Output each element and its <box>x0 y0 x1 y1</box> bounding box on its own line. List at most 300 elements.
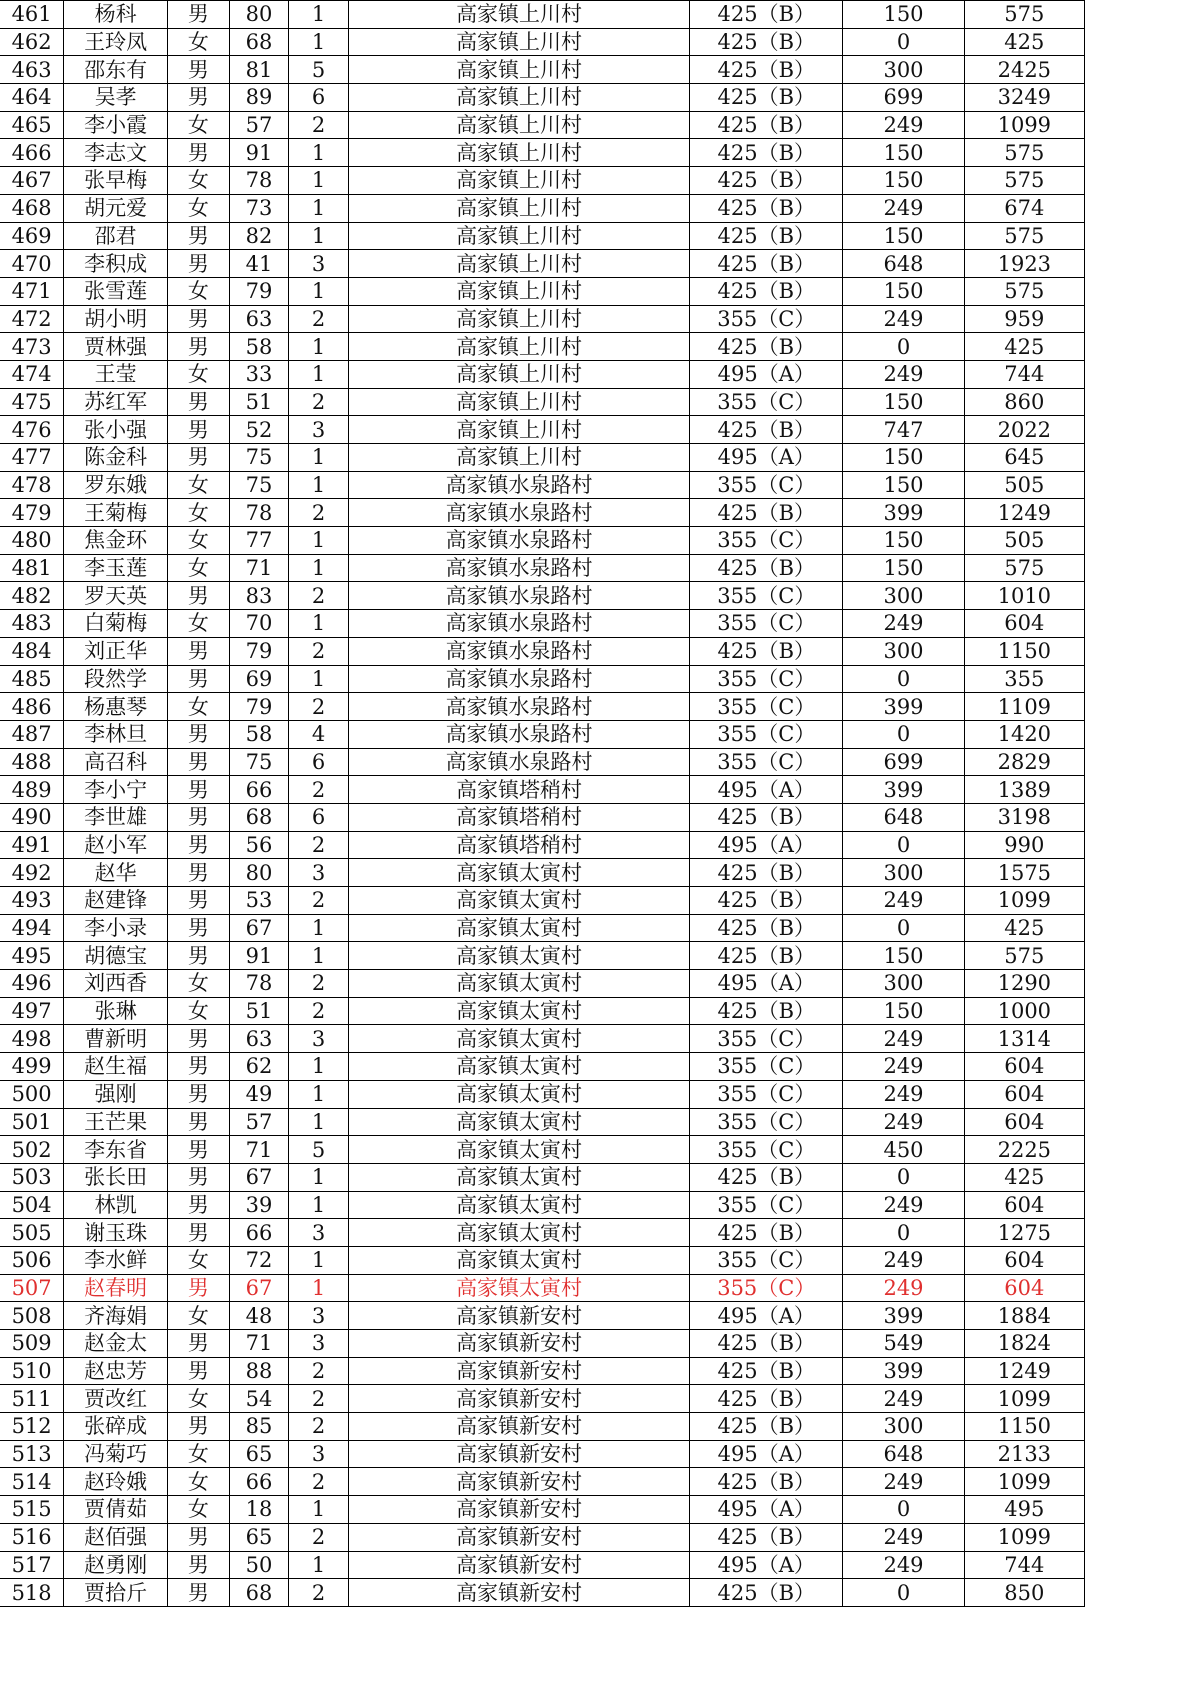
cell-total: 1389 <box>964 776 1084 804</box>
cell-age: 51 <box>229 388 289 416</box>
cell-name: 胡德宝 <box>64 942 168 970</box>
cell-total: 1314 <box>964 1025 1084 1053</box>
cell-age: 41 <box>229 250 289 278</box>
cell-total: 2225 <box>964 1136 1084 1164</box>
cell-row-number: 506 <box>0 1246 64 1274</box>
cell-village: 高家镇新安村 <box>348 1302 689 1330</box>
cell-age: 78 <box>229 499 289 527</box>
cell-age: 39 <box>229 1191 289 1219</box>
cell-age: 79 <box>229 637 289 665</box>
table-row <box>0 831 1085 859</box>
cell-gender: 男 <box>168 1136 230 1164</box>
cell-total: 604 <box>964 1053 1084 1081</box>
cell-village: 高家镇水泉路村 <box>348 471 689 499</box>
cell-total: 1099 <box>964 887 1084 915</box>
cell-village: 高家镇新安村 <box>348 1357 689 1385</box>
cell-subsidy: 399 <box>843 776 964 804</box>
cell-standard: 425（B） <box>690 250 843 278</box>
cell-standard: 425（B） <box>690 1385 843 1413</box>
cell-gender: 男 <box>168 1219 230 1247</box>
cell-age: 67 <box>229 1163 289 1191</box>
table-row <box>0 1080 1085 1108</box>
cell-age: 57 <box>229 1108 289 1136</box>
cell-total: 1249 <box>964 1357 1084 1385</box>
cell-household-size: 2 <box>289 637 349 665</box>
cell-village: 高家镇太寅村 <box>348 859 689 887</box>
cell-name: 王玲凤 <box>64 28 168 56</box>
cell-row-number: 511 <box>0 1385 64 1413</box>
cell-gender: 女 <box>168 1385 230 1413</box>
cell-subsidy: 150 <box>843 942 964 970</box>
table-row <box>0 1579 1085 1607</box>
cell-name: 杨惠琴 <box>64 693 168 721</box>
cell-row-number: 512 <box>0 1413 64 1441</box>
cell-gender: 女 <box>168 997 230 1025</box>
cell-name: 张小强 <box>64 416 168 444</box>
table-row <box>0 1413 1085 1441</box>
table-row <box>0 803 1085 831</box>
cell-row-number: 485 <box>0 665 64 693</box>
cell-gender: 女 <box>168 693 230 721</box>
cell-subsidy: 399 <box>843 499 964 527</box>
cell-age: 33 <box>229 360 289 388</box>
cell-age: 70 <box>229 610 289 638</box>
cell-age: 51 <box>229 997 289 1025</box>
cell-total: 425 <box>964 1163 1084 1191</box>
cell-name: 赵建锋 <box>64 887 168 915</box>
cell-standard: 425（B） <box>690 637 843 665</box>
table-row <box>0 84 1085 112</box>
cell-name: 张早梅 <box>64 167 168 195</box>
table-row <box>0 1136 1085 1164</box>
cell-subsidy: 0 <box>843 665 964 693</box>
table-row <box>0 1330 1085 1358</box>
table-row <box>0 277 1085 305</box>
cell-age: 73 <box>229 194 289 222</box>
cell-row-number: 462 <box>0 28 64 56</box>
cell-household-size: 3 <box>289 250 349 278</box>
cell-household-size: 1 <box>289 1108 349 1136</box>
cell-subsidy: 0 <box>843 720 964 748</box>
table-row <box>0 1 1085 29</box>
cell-gender: 男 <box>168 1025 230 1053</box>
cell-row-number: 471 <box>0 277 64 305</box>
table-row <box>0 942 1085 970</box>
cell-age: 58 <box>229 720 289 748</box>
cell-gender: 女 <box>168 970 230 998</box>
cell-age: 65 <box>229 1523 289 1551</box>
cell-row-number: 465 <box>0 111 64 139</box>
cell-age: 66 <box>229 776 289 804</box>
cell-name: 李东省 <box>64 1136 168 1164</box>
cell-gender: 男 <box>168 720 230 748</box>
cell-standard: 495（A） <box>690 776 843 804</box>
cell-row-number: 488 <box>0 748 64 776</box>
table-row <box>0 776 1085 804</box>
cell-gender: 女 <box>168 499 230 527</box>
cell-name: 胡小明 <box>64 305 168 333</box>
cell-household-size: 3 <box>289 1025 349 1053</box>
table-row <box>0 471 1085 499</box>
cell-age: 68 <box>229 28 289 56</box>
cell-household-size: 2 <box>289 970 349 998</box>
cell-row-number: 498 <box>0 1025 64 1053</box>
cell-village: 高家镇太寅村 <box>348 942 689 970</box>
cell-total: 990 <box>964 831 1084 859</box>
cell-total: 1000 <box>964 997 1084 1025</box>
cell-village: 高家镇上川村 <box>348 305 689 333</box>
cell-name: 王芒果 <box>64 1108 168 1136</box>
cell-subsidy: 150 <box>843 277 964 305</box>
cell-gender: 男 <box>168 776 230 804</box>
cell-row-number: 489 <box>0 776 64 804</box>
cell-row-number: 503 <box>0 1163 64 1191</box>
cell-household-size: 1 <box>289 610 349 638</box>
table-row <box>0 997 1085 1025</box>
cell-row-number: 472 <box>0 305 64 333</box>
cell-standard: 355（C） <box>690 693 843 721</box>
cell-standard: 355（C） <box>690 748 843 776</box>
cell-standard: 495（A） <box>690 1551 843 1579</box>
cell-gender: 男 <box>168 1 230 29</box>
cell-name: 苏红军 <box>64 388 168 416</box>
cell-row-number: 493 <box>0 887 64 915</box>
cell-row-number: 518 <box>0 1579 64 1607</box>
cell-standard: 425（B） <box>690 194 843 222</box>
cell-row-number: 514 <box>0 1468 64 1496</box>
cell-standard: 355（C） <box>690 1246 843 1274</box>
cell-row-number: 501 <box>0 1108 64 1136</box>
cell-age: 57 <box>229 111 289 139</box>
cell-standard: 425（B） <box>690 277 843 305</box>
cell-name: 赵小军 <box>64 831 168 859</box>
cell-row-number: 466 <box>0 139 64 167</box>
cell-subsidy: 300 <box>843 1413 964 1441</box>
cell-gender: 男 <box>168 388 230 416</box>
cell-total: 1150 <box>964 637 1084 665</box>
cell-name: 王莹 <box>64 360 168 388</box>
cell-standard: 425（B） <box>690 1 843 29</box>
cell-household-size: 3 <box>289 1219 349 1247</box>
cell-household-size: 2 <box>289 388 349 416</box>
cell-gender: 女 <box>168 1246 230 1274</box>
cell-standard: 425（B） <box>690 1357 843 1385</box>
cell-total: 425 <box>964 914 1084 942</box>
cell-village: 高家镇上川村 <box>348 222 689 250</box>
cell-village: 高家镇塔稍村 <box>348 803 689 831</box>
cell-total: 1923 <box>964 250 1084 278</box>
cell-total: 1099 <box>964 111 1084 139</box>
cell-row-number: 478 <box>0 471 64 499</box>
cell-subsidy: 300 <box>843 637 964 665</box>
cell-name: 赵玲娥 <box>64 1468 168 1496</box>
cell-age: 48 <box>229 1302 289 1330</box>
cell-name: 赵华 <box>64 859 168 887</box>
cell-total: 604 <box>964 1108 1084 1136</box>
cell-village: 高家镇水泉路村 <box>348 582 689 610</box>
cell-total: 645 <box>964 444 1084 472</box>
cell-gender: 男 <box>168 1551 230 1579</box>
cell-row-number: 492 <box>0 859 64 887</box>
cell-subsidy: 300 <box>843 582 964 610</box>
cell-household-size: 2 <box>289 693 349 721</box>
cell-gender: 男 <box>168 444 230 472</box>
cell-gender: 女 <box>168 471 230 499</box>
cell-village: 高家镇上川村 <box>348 28 689 56</box>
cell-standard: 355（C） <box>690 720 843 748</box>
cell-subsidy: 300 <box>843 56 964 84</box>
cell-standard: 425（B） <box>690 914 843 942</box>
cell-age: 67 <box>229 1274 289 1302</box>
table-row <box>0 444 1085 472</box>
table-row <box>0 527 1085 555</box>
cell-subsidy: 450 <box>843 1136 964 1164</box>
cell-standard: 355（C） <box>690 665 843 693</box>
table-row <box>0 139 1085 167</box>
cell-gender: 男 <box>168 1080 230 1108</box>
cell-household-size: 6 <box>289 748 349 776</box>
cell-household-size: 1 <box>289 333 349 361</box>
cell-subsidy: 249 <box>843 111 964 139</box>
cell-name: 李林旦 <box>64 720 168 748</box>
cell-household-size: 2 <box>289 1468 349 1496</box>
cell-row-number: 499 <box>0 1053 64 1081</box>
cell-age: 18 <box>229 1496 289 1524</box>
cell-household-size: 2 <box>289 831 349 859</box>
cell-row-number: 490 <box>0 803 64 831</box>
cell-row-number: 500 <box>0 1080 64 1108</box>
cell-subsidy: 399 <box>843 693 964 721</box>
cell-total: 575 <box>964 554 1084 582</box>
cell-standard: 495（A） <box>690 1440 843 1468</box>
cell-village: 高家镇水泉路村 <box>348 693 689 721</box>
cell-age: 81 <box>229 56 289 84</box>
cell-standard: 425（B） <box>690 28 843 56</box>
cell-gender: 男 <box>168 305 230 333</box>
cell-standard: 425（B） <box>690 997 843 1025</box>
cell-row-number: 495 <box>0 942 64 970</box>
cell-name: 李世雄 <box>64 803 168 831</box>
table-row <box>0 305 1085 333</box>
cell-total: 850 <box>964 1579 1084 1607</box>
cell-village: 高家镇太寅村 <box>348 970 689 998</box>
cell-standard: 355（C） <box>690 1274 843 1302</box>
cell-village: 高家镇水泉路村 <box>348 527 689 555</box>
cell-household-size: 2 <box>289 1579 349 1607</box>
cell-subsidy: 150 <box>843 997 964 1025</box>
cell-gender: 男 <box>168 84 230 112</box>
cell-village: 高家镇上川村 <box>348 139 689 167</box>
cell-name: 赵佰强 <box>64 1523 168 1551</box>
table-row <box>0 194 1085 222</box>
cell-total: 575 <box>964 1 1084 29</box>
cell-village: 高家镇上川村 <box>348 167 689 195</box>
cell-household-size: 2 <box>289 1385 349 1413</box>
cell-gender: 女 <box>168 1496 230 1524</box>
cell-row-number: 502 <box>0 1136 64 1164</box>
cell-row-number: 513 <box>0 1440 64 1468</box>
cell-total: 355 <box>964 665 1084 693</box>
cell-gender: 男 <box>168 222 230 250</box>
cell-age: 65 <box>229 1440 289 1468</box>
cell-name: 张碎成 <box>64 1413 168 1441</box>
cell-total: 2425 <box>964 56 1084 84</box>
table-row <box>0 610 1085 638</box>
cell-gender: 男 <box>168 1413 230 1441</box>
cell-standard: 355（C） <box>690 471 843 499</box>
cell-standard: 425（B） <box>690 1579 843 1607</box>
cell-subsidy: 699 <box>843 84 964 112</box>
cell-standard: 355（C） <box>690 527 843 555</box>
cell-age: 85 <box>229 1413 289 1441</box>
cell-standard: 425（B） <box>690 859 843 887</box>
cell-village: 高家镇太寅村 <box>348 1080 689 1108</box>
cell-gender: 男 <box>168 1357 230 1385</box>
cell-age: 72 <box>229 1246 289 1274</box>
cell-total: 604 <box>964 1080 1084 1108</box>
cell-household-size: 1 <box>289 914 349 942</box>
cell-row-number: 476 <box>0 416 64 444</box>
cell-household-size: 2 <box>289 111 349 139</box>
cell-name: 李水鲜 <box>64 1246 168 1274</box>
cell-total: 604 <box>964 610 1084 638</box>
cell-total: 505 <box>964 471 1084 499</box>
cell-total: 604 <box>964 1274 1084 1302</box>
cell-total: 604 <box>964 1246 1084 1274</box>
cell-name: 张长田 <box>64 1163 168 1191</box>
cell-household-size: 1 <box>289 1551 349 1579</box>
cell-standard: 425（B） <box>690 1523 843 1551</box>
cell-subsidy: 249 <box>843 1080 964 1108</box>
cell-gender: 男 <box>168 1274 230 1302</box>
cell-row-number: 473 <box>0 333 64 361</box>
cell-age: 91 <box>229 942 289 970</box>
cell-row-number: 480 <box>0 527 64 555</box>
cell-standard: 495（A） <box>690 444 843 472</box>
cell-row-number: 509 <box>0 1330 64 1358</box>
cell-gender: 男 <box>168 1108 230 1136</box>
cell-household-size: 2 <box>289 1357 349 1385</box>
cell-row-number: 481 <box>0 554 64 582</box>
cell-row-number: 470 <box>0 250 64 278</box>
cell-household-size: 1 <box>289 1246 349 1274</box>
cell-household-size: 1 <box>289 28 349 56</box>
cell-household-size: 1 <box>289 527 349 555</box>
cell-name: 贾倩茹 <box>64 1496 168 1524</box>
table-row <box>0 1108 1085 1136</box>
cell-row-number: 475 <box>0 388 64 416</box>
cell-row-number: 491 <box>0 831 64 859</box>
cell-standard: 425（B） <box>690 803 843 831</box>
cell-household-size: 3 <box>289 1330 349 1358</box>
table-row <box>0 1440 1085 1468</box>
cell-village: 高家镇太寅村 <box>348 1136 689 1164</box>
cell-name: 邵君 <box>64 222 168 250</box>
cell-name: 张雪莲 <box>64 277 168 305</box>
table-row <box>0 1302 1085 1330</box>
table-row <box>0 388 1085 416</box>
cell-age: 71 <box>229 1330 289 1358</box>
cell-village: 高家镇新安村 <box>348 1551 689 1579</box>
cell-age: 62 <box>229 1053 289 1081</box>
cell-subsidy: 0 <box>843 831 964 859</box>
cell-age: 66 <box>229 1219 289 1247</box>
cell-total: 575 <box>964 139 1084 167</box>
cell-age: 63 <box>229 1025 289 1053</box>
cell-standard: 355（C） <box>690 388 843 416</box>
cell-name: 杨科 <box>64 1 168 29</box>
cell-total: 860 <box>964 388 1084 416</box>
cell-subsidy: 747 <box>843 416 964 444</box>
cell-total: 1099 <box>964 1385 1084 1413</box>
cell-subsidy: 249 <box>843 887 964 915</box>
cell-row-number: 496 <box>0 970 64 998</box>
table-row <box>0 665 1085 693</box>
cell-household-size: 1 <box>289 1496 349 1524</box>
table-row <box>0 1551 1085 1579</box>
cell-gender: 女 <box>168 111 230 139</box>
cell-name: 林凯 <box>64 1191 168 1219</box>
cell-age: 54 <box>229 1385 289 1413</box>
cell-total: 575 <box>964 942 1084 970</box>
cell-age: 83 <box>229 582 289 610</box>
cell-age: 78 <box>229 970 289 998</box>
cell-age: 79 <box>229 693 289 721</box>
cell-total: 604 <box>964 1191 1084 1219</box>
cell-subsidy: 150 <box>843 388 964 416</box>
cell-village: 高家镇水泉路村 <box>348 499 689 527</box>
cell-age: 68 <box>229 803 289 831</box>
cell-subsidy: 249 <box>843 1385 964 1413</box>
cell-gender: 男 <box>168 748 230 776</box>
cell-village: 高家镇新安村 <box>348 1440 689 1468</box>
cell-gender: 男 <box>168 1523 230 1551</box>
table-row <box>0 720 1085 748</box>
cell-village: 高家镇新安村 <box>348 1330 689 1358</box>
cell-gender: 男 <box>168 637 230 665</box>
cell-name: 胡元爱 <box>64 194 168 222</box>
cell-total: 959 <box>964 305 1084 333</box>
cell-subsidy: 249 <box>843 1468 964 1496</box>
cell-gender: 女 <box>168 610 230 638</box>
cell-gender: 女 <box>168 1302 230 1330</box>
cell-age: 69 <box>229 665 289 693</box>
cell-standard: 425（B） <box>690 1163 843 1191</box>
cell-name: 段然学 <box>64 665 168 693</box>
cell-standard: 355（C） <box>690 1025 843 1053</box>
cell-village: 高家镇太寅村 <box>348 997 689 1025</box>
cell-village: 高家镇新安村 <box>348 1496 689 1524</box>
cell-subsidy: 150 <box>843 222 964 250</box>
cell-row-number: 487 <box>0 720 64 748</box>
cell-total: 1290 <box>964 970 1084 998</box>
cell-total: 1884 <box>964 1302 1084 1330</box>
table-row <box>0 250 1085 278</box>
cell-name: 赵金太 <box>64 1330 168 1358</box>
cell-subsidy: 648 <box>843 250 964 278</box>
cell-standard: 425（B） <box>690 942 843 970</box>
cell-age: 58 <box>229 333 289 361</box>
cell-standard: 495（A） <box>690 1496 843 1524</box>
cell-total: 1824 <box>964 1330 1084 1358</box>
cell-village: 高家镇水泉路村 <box>348 610 689 638</box>
cell-subsidy: 249 <box>843 1246 964 1274</box>
cell-village: 高家镇太寅村 <box>348 1274 689 1302</box>
cell-name: 陈金科 <box>64 444 168 472</box>
cell-village: 高家镇塔稍村 <box>348 831 689 859</box>
table-row <box>0 1025 1085 1053</box>
cell-standard: 355（C） <box>690 1191 843 1219</box>
